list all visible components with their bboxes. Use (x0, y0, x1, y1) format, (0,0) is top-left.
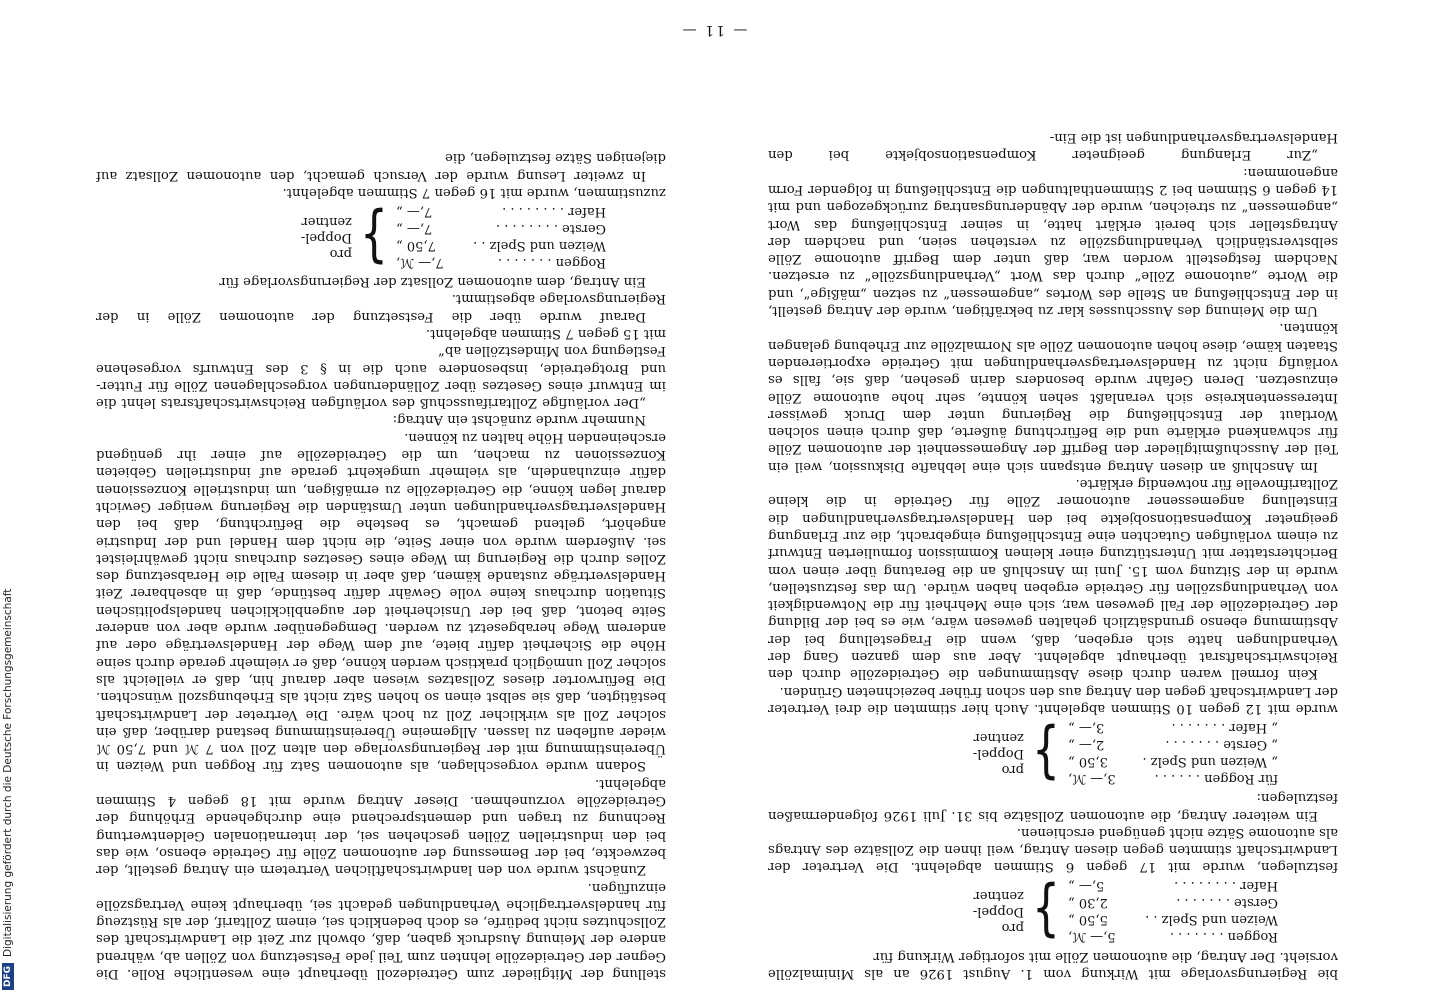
tariff-table (96, 201, 606, 274)
paragraph: stellung der Mitglieder zum Getreidezoll überhaupt eine wesentliche Rolle. Die Gegner der Getreidezölle lehnten zum Teil jede Festsetzung von Zöllen ab, während andere der Meinung Ausdruck gaben, daß, obwohl zur Zeit die Landwirtschaft des Zollschutzes nicht bedürfe, es doch bedenklich sei, einem Zolltarif, der als Rüstzeug für handelsvertragliche Verhandlungen gedacht sei, überhaupt keine Vertragszölle einzufügen. (96, 879, 666, 981)
tariff-row: Hafer . . . . . . . . 7,— „ (396, 203, 606, 219)
digitization-note (2, 590, 14, 990)
paragraph: mit 15 gegen 7 Stimmen abgelehnt. (425, 326, 666, 342)
paragraph: festzulegen, wurde mit 17 gegen 6 Stimmen abgelehnt. Die Vertreter der Landwirtschaft stimmten gegen diesen Antrag, weil ihnen die Zollsätze des Antrags als autonome Sätze nicht genügend erschienen. (768, 824, 1338, 875)
tariff-row: Gerste . . . . . . . 2,30 „ (1068, 895, 1278, 911)
tariff-row: für Roggen . . . . . . 3,— ℳ, (1068, 770, 1278, 786)
dfg-logo: DFG (2, 963, 14, 990)
paragraph: Ein weiterer Antrag, die autonomen Zollsätze bis 31. Juli 1926 folgendermaßen festzulegen: (768, 790, 1338, 823)
tariff-row: „ Hafer . . . . . . . 3,— „ (1068, 719, 1278, 735)
brace-icon: } (1032, 717, 1060, 790)
paragraph: bie Regierungsvorlage mit Wirkung vom 1. August 1926 an als Minimalzölle vorsieht. Der Antrag, die autonomen Zölle mit sofortiger Wirkung für (768, 948, 1338, 981)
page-number: — 11 — (680, 22, 748, 38)
brace-icon: } (1032, 876, 1060, 948)
tariff-row: „ Gerste . . . . . . . 2,— „ (1068, 736, 1278, 752)
tariff-row: Roggen . . . . . . . 5,— ℳ, (1068, 929, 1278, 945)
paragraph: Im Anschluß an diesen Antrag entspann sich eine lebhafte Diskussion, weil ein Teil der Ausschußmitglieder den Begriff der Angemessenheit der autonomen Zölle für schwankend erklärte und die Befürchtung äußerte, daß durch einen solchen Wortlaut der Entschließung die Regierung unter dem Druck gewisser Interessentenkreise sich veranlaßt sehen könnte, sehr hohe autonome Zölle einzusetzen. Deren Gefahr wurde besonders darin gesehen, daß sie, falls es vorläufig nicht zu Handelsvertragsverhandlungen mit Getreide exportierenden Staaten käme, diese hohen autonomen Zölle als Normalzölle zur Erhebung gelangen könnten. (768, 320, 1338, 474)
tariff-row: „ Weizen und Spelz . 3,50 „ (1068, 753, 1278, 769)
quoted-motion: „Der vorläufige Zolltarifausschuß des vorläufigen Reichswirtschaftsrats lehnt die im Entwurf eines Gesetzes über Zolländerungen vorgeschlagenen Zölle für Futter- und Brotgetreide, insbesondere auch die in § 3 des Entwurfs vorgesehene Festlegung von Mindestzöllen ab“ (96, 343, 666, 411)
paragraph: Kein formell waren durch diese Abstimmungen die Getreidezölle durch den Reichswirtschaftsrat überhaupt abgelehnt. Aber aus dem ganzen Gang der Verhandlungen hatte sich ergeben, daß, wenn die Fragestellung bei der Abstimmung ebenso grundsätzlich gehalten gewesen wäre, wie es bei der Bildung der Getreidezölle der Fall gewesen war, sich eine Mehrheit für die Notwendigkeit von Verhandlungszöllen für Getreide ergeben haben würde. Um das festzustellen, wurde in der Sitzung vom 15. Juni im Anschluß an die Beratung über einen vom Berichterstatter mit Unterstützung einer kleinen Kommission formulierten Entwurf zu einem vorläufigen Gutachten eine Entschließung eingebracht, die zur Erlangung geeigneter Kompensationsobjekte bei den Handelsvertragsverhandlungen die Einstellung angemessener autonomer Zölle für Getreide in die kleine Zolltarifnovelle für notwendig erklärte. (768, 476, 1338, 682)
text-column-right (768, 22, 1338, 982)
paragraph: wurde mit 12 gegen 10 Stimmen abgelehnt. Auch hier stimmten die drei Vertreter der Landwirtschaft gegen den Antrag aus den schon früher bezeichneten Gründen. (768, 683, 1338, 716)
paragraph: Um die Meinung des Ausschusses klar zu bekräftigen, wurde der Antrag gestellt, in der Entschließung an Stelle des Wortes „angemessen“ zu setzen „mäßige“, und die Worte „autonome Zölle“ durch das Wort „Verhandlungszölle“ zu ersetzen. Nachdem festgestellt worden war, daß unter dem Begriff autonome Zölle selbstverständlich Verhandlungszölle zu verstehen seien, und nachdem der Antragsteller sich bereit erklärt hatte, in seiner Entschließung das Wort „angemessen“ zu streichen, wurde der Abänderungsantrag zurückgezogen und mit 14 gegen 6 Stimmen bei 2 Stimmenthaltungen die Entschließung in folgender Form angenommen: (768, 164, 1338, 319)
paragraph: Ein Antrag, dem autonomen Zollsatz der Regierungsvorlage für (219, 274, 646, 290)
digitization-note-text: Digitalisierung gefördert durch die Deutsche Forschungsgemeinschaft (2, 588, 14, 957)
tariff-row: Gerste . . . . . . . . 7,— „ (396, 220, 606, 236)
paragraph: Sodann wurde vorgeschlagen, als autonomen Satz für Roggen und Weizen in Übereinstimmung mit der Regierungsvorlage den alten Zoll von 7 ℳ und 7,50 ℳ wieder aufleben zu lassen. Allgemeine Übereinstimmung bestand darüber, daß ein solcher Zoll als wirklicher Zoll zu hoch wäre. Die Vertreter der Landwirtschaft bestätigten, daß sie selbst einen so hohen Satz nicht als Erhebungszoll wünschten. Die Befürworter dieses Zollsatzes wiesen aber darauf hin, daß er vielleicht als solcher Zoll unmöglich praktisch werden könne, daß er vielmehr gerade durch seine Höhe die Sicherheit dafür biete, auf dem Wege der Handelsverträge oder auf anderem Wege herabgesetzt zu werden. Demgegenüber wurde aber von anderer Seite betont, daß bei der Unsicherheit der augenblicklichen handelspolitischen Situation durchaus keine volle Gewähr dafür bestünde, daß in absehbarer Zeit Handelsverträge zustande kämen, daß aber in diesem Falle die Herabsetzung des Zolles durch die Regierung im Wege eines Gesetzes durchaus nicht gewährleistet sei. Außerdem wurde von einer Seite, die nicht dem Handel und der Industrie angehört, geltend gemacht, es bestehe die Befürchtung, daß bei den Handelsvertragsverhandlungen unter Umständen die Regierung weniger Gewicht darauf legen könne, die Getreidezölle zu ermäßigen, um industrielle Konzessionen dafür einzuhandeln, als vielmehr umgekehrt gerade auf industriellen Gebieten Konzessionen zu machen, um die Getreidezölle auf einer ihr genügend erscheinenden Höhe halten zu können. (96, 429, 666, 774)
paragraph: Nunmehr wurde zunächst ein Antrag: (392, 412, 646, 428)
paragraph: Darauf wurde über die Festsetzung der autonomen Zölle in der Regierungsvorlage abgestimmt. (96, 291, 666, 324)
tariff-row: Weizen und Spelz . . 7,50 „ (396, 237, 606, 253)
paragraph: zuzustimmen, wurde mit 16 gegen 7 Stimmen abgelehnt. (282, 184, 666, 200)
tariff-row: Roggen . . . . . . . 7,— ℳ, (396, 254, 606, 270)
paragraph: Zunächst wurde von den landwirtschaftlichen Vertretern ein Antrag gestellt, der bezweckte, bei der Bemessung der autonomen Zölle für Getreide ebenso, wie das bei den industriellen Zöllen geschehen sei, der internationalen Geldentwertung Rechnung zu tragen und dementsprechend eine durchgehende Erhöhung der Getreidezölle vorzunehmen. Dieser Antrag wurde mit 18 gegen 4 Stimmen abgelehnt. (96, 775, 666, 878)
tariff-row: Weizen und Spelz . . 5,50 „ (1068, 912, 1278, 928)
tariff-row: Hafer . . . . . . . . 5,— „ (1068, 878, 1278, 894)
paragraph: In zweiter Lesung wurde der Versuch gemacht, den autonomen Zollsatz auf diejenigen Sätze festzulegen, die (96, 150, 666, 183)
paragraph: „Zur Erlangung geeigneter Kompensationsobjekte bei den Handelsvertragsverhandlungen ist die Ein- (768, 130, 1338, 163)
brace-icon: } (360, 201, 388, 274)
tariff-unit: pro Doppel- zentner (300, 213, 352, 261)
tariff-table (768, 876, 1278, 948)
tariff-unit: pro Doppel- zentner (972, 888, 1024, 936)
text-column-left (96, 22, 666, 982)
tariff-table (768, 717, 1278, 790)
tariff-unit: pro Doppel- zentner (972, 729, 1024, 777)
